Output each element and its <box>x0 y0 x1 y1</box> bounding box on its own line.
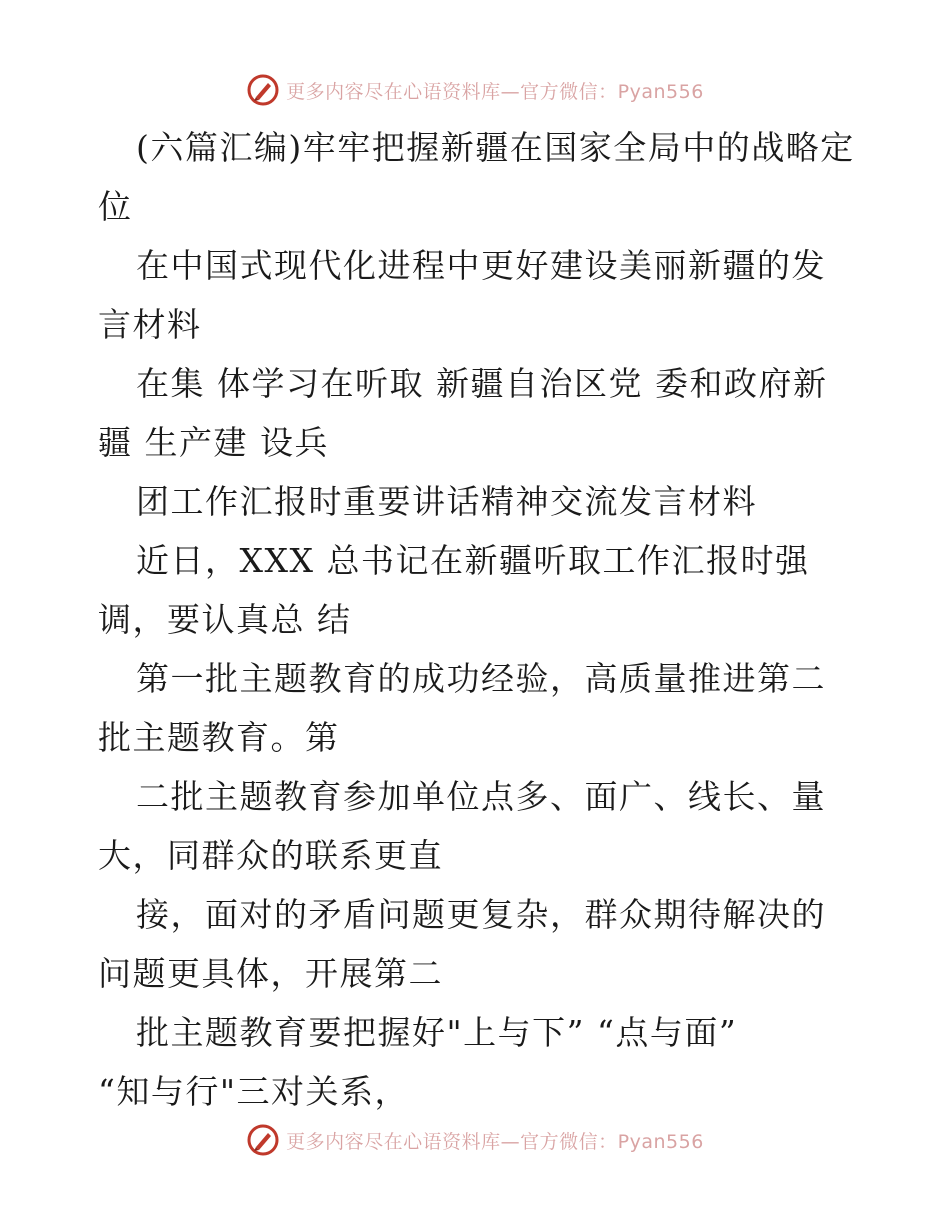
paragraph: 二批主题教育参加单位点多、面广、线长、量大，同群众的联系更直 <box>98 777 826 875</box>
paragraph: 接，面对的矛盾问题更复杂，群众期待解决的问题更具体，开展第二 <box>98 895 826 993</box>
paragraph: (六篇汇编)牢牢把握新疆在国家全局中的战略定位 <box>98 128 855 226</box>
paragraph: “知与行"三对关系， <box>98 1072 410 1111</box>
pen-logo-icon <box>246 1123 280 1157</box>
paragraph: 第一批主题教育的成功经验，高质量推进第二批主题教育。第 <box>98 659 826 757</box>
paragraph: 团工作汇报时重要讲话精神交流发言材料 <box>136 482 757 521</box>
paragraph: 批主题教育要把握好"上与下” “点与面” <box>136 1013 738 1052</box>
watermark-text: 更多内容尽在心语资料库—官方微信：Pyan556 <box>286 1130 704 1153</box>
document-body <box>98 118 858 1121</box>
footer-watermark <box>0 1120 950 1160</box>
watermark-text: 更多内容尽在心语资料库—官方微信：Pyan556 <box>286 80 704 103</box>
paragraph: 在中国式现代化进程中更好建设美丽新疆的发言材料 <box>98 246 826 344</box>
paragraph: 近日，XXX 总书记在新疆听取工作汇报时强调，要认真总 结 <box>98 541 810 639</box>
pen-logo-icon <box>246 73 280 107</box>
paragraph: 在集 体学习在听取 新疆自治区党 委和政府新疆 生产建 设兵 <box>98 364 828 462</box>
header-watermark <box>0 70 950 110</box>
